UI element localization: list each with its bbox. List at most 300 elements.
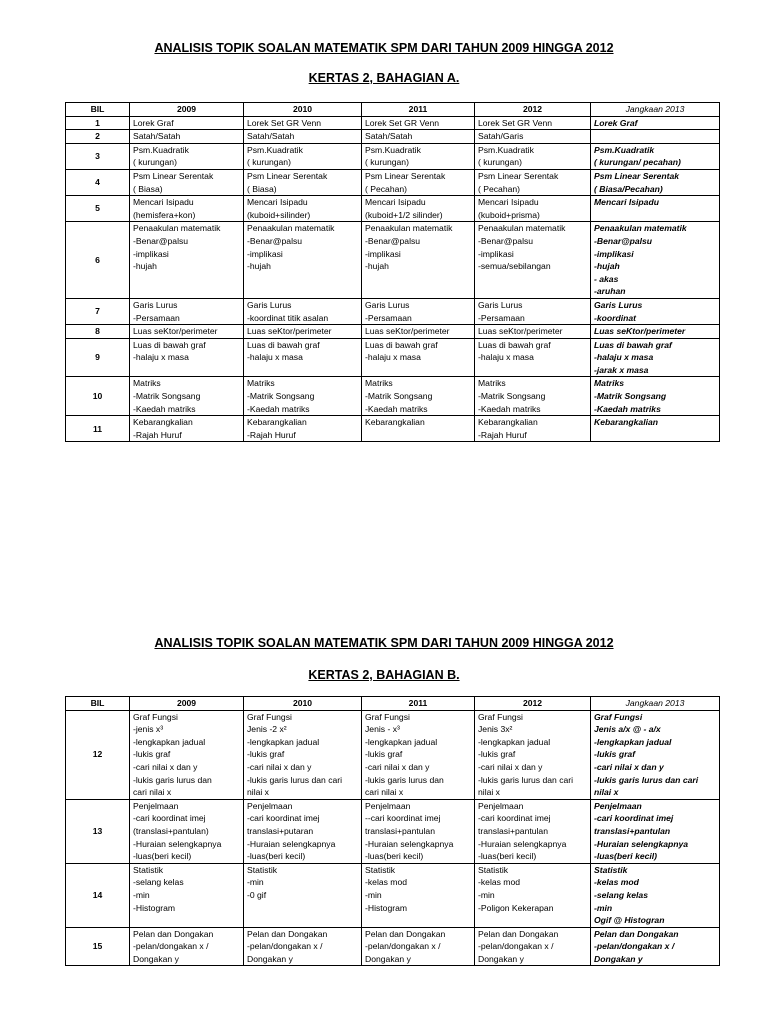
table-cell [130,116,244,130]
cell-line: -Kaedah matriks [594,403,661,414]
cell-line: -luas(beri kecil) [594,851,658,862]
cell-line: -Persamaan [133,312,180,323]
cell-line: Pelan dan Dongakan [478,928,559,939]
table-cell [362,325,475,339]
table-cell [362,116,475,130]
cell-line: -pelan/dongakan x / [478,941,554,952]
cell-line: -implikasi [133,248,169,259]
table-cell [591,298,720,324]
table-cell [475,927,591,966]
cell-line: ( kurungan) [247,157,291,168]
table-cell [591,927,720,966]
cell-line: -halaju x masa [365,352,421,363]
cell-line: Lorek Graf [133,117,174,128]
cell-line: Ogif @ Histogran [594,915,665,926]
table-cell [244,116,362,130]
table-cell [362,377,475,416]
cell-line: -Matrik Songsang [478,391,546,402]
cell-line: Mencari Isipadu [594,197,659,208]
cell-line: Luas di bawah graf [594,339,672,350]
cell-line: Jenis -2 x² [247,724,287,735]
cell-line: -cari koordinat imej [247,813,320,824]
cell-line: -Huraian selengkapnya [365,838,454,849]
cell-line: -lengkapkan jadual [365,736,438,747]
table-cell [130,143,244,169]
cell-line: -lukis graf [247,749,285,760]
cell-line: Matriks [247,378,275,389]
cell-line: -halaju x masa [478,352,534,363]
table-cell [130,863,244,927]
table-cell [244,143,362,169]
cell-line: (kuboid+silinder) [247,209,311,220]
table-cell [591,196,720,222]
cell-line: -Poligon Kekerapan [478,902,554,913]
table-cell [244,799,362,863]
cell-line: Garis Lurus [247,299,292,310]
column-header: 2011 [362,697,475,711]
table-cell [244,338,362,377]
table-cell [244,927,362,966]
column-header: 2012 [475,697,591,711]
cell-line: -min [133,889,150,900]
cell-line: Luas seKtor/perimeter [478,326,563,337]
cell-line: cari nilai x [365,787,404,798]
table-cell [475,325,591,339]
row-number: 6 [66,222,130,299]
section-a-subtitle: KERTAS 2, BAHAGIAN A. [308,71,460,85]
table-cell [475,377,591,416]
cell-line: -kelas mod [478,877,521,888]
cell-line: -luas(beri kecil) [365,851,424,862]
cell-line: -selang kelas [594,889,648,900]
cell-line: Psm.Kuadratik [365,144,421,155]
cell-line: -luas(beri kecil) [478,851,537,862]
cell-line: translasi+pantulan [594,825,671,836]
cell-line: -Huraian selengkapnya [133,838,222,849]
row-number: 11 [66,416,130,442]
cell-line: Dongakan y [133,953,179,964]
cell-line: -Kaedah matriks [365,403,428,414]
cell-line: Garis Lurus [478,299,523,310]
cell-line: Graf Fungsi [133,711,178,722]
table-row [66,710,720,799]
table-cell [475,416,591,442]
cell-line: ( kurungan) [133,157,177,168]
cell-line: Penjelmaan [133,800,179,811]
cell-line: Penaakulan matematik [478,223,566,234]
table-cell [362,863,475,927]
table-cell [362,143,475,169]
table-cell [244,377,362,416]
cell-line: Kebarangkalian [247,417,307,428]
table-row [66,143,720,169]
cell-line: Mencari Isipadu [478,197,539,208]
cell-line: -min [247,877,264,888]
cell-line: -luas(beri kecil) [247,851,306,862]
cell-line: Dongakan y [478,953,524,964]
table-cell [244,196,362,222]
cell-line: Psm Linear Serentak [365,170,446,181]
cell-line: Mencari Isipadu [247,197,308,208]
table-cell [591,130,720,144]
column-header: 2011 [362,103,475,117]
cell-line: -lengkapkan jadual [247,736,320,747]
cell-line: -implikasi [594,248,634,259]
cell-line: (kuboid+prisma) [478,209,540,220]
cell-line: Pelan dan Dongakan [365,928,446,939]
cell-line: Psm Linear Serentak [594,170,680,181]
cell-line: Statistik [594,864,628,875]
table-cell [244,325,362,339]
row-number: 2 [66,130,130,144]
row-number: 7 [66,298,130,324]
cell-line: Statistik [365,864,396,875]
cell-line: Satah/Garis [478,131,524,142]
cell-line: translasi+putaran [247,825,314,836]
cell-line: translasi+pantulan [478,825,548,836]
column-header: 2010 [244,103,362,117]
cell-line: -Kaedah matriks [478,403,541,414]
table-cell [591,222,720,299]
row-number: 15 [66,927,130,966]
cell-line: -min [365,889,382,900]
cell-line: Dongakan y [247,953,293,964]
table-cell [362,169,475,195]
table-row [66,325,720,339]
table-cell [475,143,591,169]
cell-line: Matriks [478,378,506,389]
cell-line: -lukis graf [133,749,171,760]
cell-line: Pelan dan Dongakan [594,928,679,939]
cell-line: Matriks [365,378,393,389]
cell-line: -lukis graf [594,749,636,760]
table-cell [130,130,244,144]
table-cell [244,416,362,442]
row-number: 1 [66,116,130,130]
cell-line: Kebarangkalian [594,417,658,428]
cell-line: Kebarangkalian [365,417,425,428]
table-cell [130,325,244,339]
cell-line: nilai x [478,787,500,798]
cell-line: -Rajah Huruf [247,429,296,440]
cell-line: Pelan dan Dongakan [247,928,328,939]
cell-line: -Persamaan [478,312,525,323]
cell-line: nilai x [594,787,619,798]
cell-line: -min [478,889,495,900]
table-cell [130,416,244,442]
table-cell [362,196,475,222]
table-cell [362,222,475,299]
cell-line: -hujah [133,261,157,272]
table-cell [244,710,362,799]
table-cell [591,169,720,195]
cell-line: -lukis graf [365,749,403,760]
cell-line: ( Biasa/Pecahan) [594,183,663,194]
table-row [66,416,720,442]
cell-line: Penjelmaan [247,800,293,811]
cell-line: -lukis graf [478,749,516,760]
cell-line: -pelan/dongakan x / [365,941,441,952]
table-cell [130,799,244,863]
cell-line: Jenis - x³ [365,724,400,735]
table-cell [475,863,591,927]
cell-line: -selang kelas [133,877,184,888]
cell-line: -pelan/dongakan x / [594,941,675,952]
cell-line: --cari koordinat imej [365,813,441,824]
cell-line: -lukis garis lurus dan cari [478,774,574,785]
cell-line: Luas di bawah graf [133,339,206,350]
cell-line: -cari koordinat imej [594,813,674,824]
cell-line: -Rajah Huruf [133,429,182,440]
table-row [66,927,720,966]
cell-line: ( kurungan) [478,157,522,168]
cell-line: -cari koordinat imej [133,813,206,824]
cell-line: -lengkapkan jadual [478,736,551,747]
cell-line: -Benar@palsu [478,235,534,246]
table-cell [475,116,591,130]
cell-line: -Benar@palsu [365,235,421,246]
table-cell [244,169,362,195]
table-row [66,377,720,416]
cell-line: Psm Linear Serentak [133,170,214,181]
table-cell [244,130,362,144]
cell-line: Psm.Kuadratik [247,144,303,155]
section-b-table [65,696,720,966]
table-cell [475,799,591,863]
cell-line: Statistik [478,864,509,875]
cell-line: -Huraian selengkapnya [594,838,689,849]
cell-line: -Kaedah matriks [133,403,196,414]
cell-line: -lengkapkan jadual [594,736,672,747]
cell-line: -implikasi [247,248,283,259]
cell-line: -Benar@palsu [247,235,303,246]
cell-line: nilai x [247,787,269,798]
cell-line: Graf Fungsi [247,711,292,722]
cell-line: translasi+pantulan [365,825,435,836]
cell-line: Penaakulan matematik [365,223,453,234]
table-cell [362,710,475,799]
cell-line: -lukis garis lurus dan [365,774,444,785]
table-cell [130,927,244,966]
cell-line: -lengkapkan jadual [133,736,206,747]
cell-line: Mencari Isipadu [365,197,426,208]
cell-line: -koordinat titik asalan [247,312,329,323]
cell-line: -halaju x masa [247,352,303,363]
column-header: Jangkaan 2013 [591,697,720,711]
header-row [66,697,720,711]
cell-line: ( Biasa) [247,183,277,194]
cell-line: Luas di bawah graf [365,339,438,350]
cell-line: (hemisfera+kon) [133,209,196,220]
row-number: 14 [66,863,130,927]
row-number: 13 [66,799,130,863]
cell-line: ( kurungan/ pecahan) [594,157,681,168]
cell-line: -Benar@palsu [594,235,653,246]
table-row [66,116,720,130]
cell-line: -Matrik Songsang [365,391,433,402]
table-cell [130,338,244,377]
cell-line: Matriks [133,378,161,389]
cell-line: Luas seKtor/perimeter [247,326,332,337]
cell-line: -Benar@palsu [133,235,189,246]
cell-line: (kuboid+1/2 silinder) [365,209,443,220]
cell-line: Satah/Satah [133,131,181,142]
cell-line: Jenis a/x @ - a/x [594,724,661,735]
table-cell [244,863,362,927]
cell-line: ( Pecahan) [365,183,408,194]
table-cell [475,222,591,299]
cell-line: Lorek Set GR Venn [365,117,440,128]
cell-line: Garis Lurus [594,299,643,310]
table-cell [591,377,720,416]
cell-line: -Persamaan [365,312,412,323]
cell-line: -min [594,902,613,913]
cell-line: Garis Lurus [133,299,178,310]
cell-line: Graf Fungsi [594,711,643,722]
row-number: 3 [66,143,130,169]
cell-line: -Matrik Songsang [594,391,667,402]
column-header: Jangkaan 2013 [591,103,720,117]
table-cell [362,927,475,966]
column-header: 2012 [475,103,591,117]
cell-line: -semua/sebilangan [478,261,551,272]
cell-line: Kebarangkalian [133,417,193,428]
cell-line: -jarak x masa [594,364,649,375]
header-row [66,103,720,117]
cell-line: Dongakan y [365,953,411,964]
table-cell [475,196,591,222]
column-header: BIL [66,103,130,117]
cell-line: -cari nilai x dan y [133,761,198,772]
table-cell [591,143,720,169]
cell-line: - akas [594,273,619,284]
table-cell [362,416,475,442]
cell-line: -lukis garis lurus dan cari [247,774,343,785]
cell-line: -implikasi [365,248,401,259]
cell-line: Kebarangkalian [478,417,538,428]
cell-line: Luas di bawah graf [478,339,551,350]
row-number: 9 [66,338,130,377]
cell-line: -pelan/dongakan x / [133,941,209,952]
cell-line: Psm.Kuadratik [133,144,189,155]
table-cell [591,325,720,339]
row-number: 10 [66,377,130,416]
table-row [66,863,720,927]
table-cell [475,298,591,324]
cell-line: -lukis garis lurus dan [133,774,212,785]
cell-line: Luas seKtor/perimeter [133,326,218,337]
cell-line: -halaju x masa [594,352,654,363]
cell-line: Lorek Set GR Venn [247,117,322,128]
cell-line: Psm Linear Serentak [247,170,328,181]
table-cell [475,338,591,377]
table-row [66,222,720,299]
cell-line: -koordinat [594,312,637,323]
table-cell [362,130,475,144]
table-cell [591,116,720,130]
cell-line: Psm.Kuadratik [478,144,534,155]
cell-line: -Kaedah matriks [247,403,310,414]
table-row [66,169,720,195]
cell-line: Penaakulan matematik [594,223,687,234]
cell-line: -0 gif [247,889,267,900]
cell-line: -halaju x masa [133,352,189,363]
column-header: 2009 [130,103,244,117]
cell-line: Dongakan y [594,953,643,964]
table-cell [591,710,720,799]
table-cell [362,298,475,324]
cell-line: Luas seKtor/perimeter [594,326,686,337]
cell-line: -kelas mod [365,877,408,888]
cell-line: -Rajah Huruf [478,429,527,440]
cell-line: -cari nilai x dan y [478,761,543,772]
cell-line: Penjelmaan [478,800,524,811]
table-cell [130,196,244,222]
column-header: BIL [66,697,130,711]
table-cell [130,298,244,324]
table-row [66,799,720,863]
table-cell [475,710,591,799]
cell-line: Graf Fungsi [365,711,410,722]
cell-line: ( Biasa) [133,183,163,194]
cell-line: -Huraian selengkapnya [478,838,567,849]
cell-line: -implikasi [478,248,514,259]
row-number: 12 [66,710,130,799]
column-header: 2010 [244,697,362,711]
cell-line: -kelas mod [594,877,639,888]
cell-line: -luas(beri kecil) [133,851,192,862]
section-b-title: ANALISIS TOPIK SOALAN MATEMATIK SPM DARI TAHUN 2009 HINGGA 2012 [154,636,614,650]
column-header: 2009 [130,697,244,711]
table-row [66,298,720,324]
cell-line: Garis Lurus [365,299,410,310]
cell-line: Satah/Satah [247,131,295,142]
cell-line: Luas seKtor/perimeter [365,326,450,337]
cell-line: ( kurungan) [365,157,409,168]
cell-line: -hujah [365,261,389,272]
cell-line: -cari nilai x dan y [594,761,664,772]
table-cell [362,799,475,863]
cell-line: Penjelmaan [594,800,642,811]
cell-line: -Huraian selengkapnya [247,838,336,849]
cell-line: Matriks [594,378,625,389]
cell-line: Graf Fungsi [478,711,523,722]
cell-line: Luas di bawah graf [247,339,320,350]
cell-line: -hujah [247,261,271,272]
cell-line: -Matrik Songsang [247,391,315,402]
cell-line: -pelan/dongakan x / [247,941,323,952]
cell-line: Penaakulan matematik [247,223,335,234]
section-b-subtitle: KERTAS 2, BAHAGIAN B. [308,668,460,682]
row-number: 5 [66,196,130,222]
cell-line: -aruhan [594,286,626,297]
table-cell [362,338,475,377]
cell-line: Penaakulan matematik [133,223,221,234]
cell-line: Satah/Satah [365,131,413,142]
cell-line: -Histogram [133,902,176,913]
table-cell [130,222,244,299]
section-a-table [65,102,720,442]
cell-line: Penjelmaan [365,800,411,811]
table-cell [475,130,591,144]
cell-line: Mencari Isipadu [133,197,194,208]
cell-line: Statistik [133,864,164,875]
cell-line: Lorek Set GR Venn [478,117,553,128]
table-cell [244,298,362,324]
cell-line: -cari nilai x dan y [247,761,312,772]
table-row [66,130,720,144]
cell-line: Statistik [247,864,278,875]
